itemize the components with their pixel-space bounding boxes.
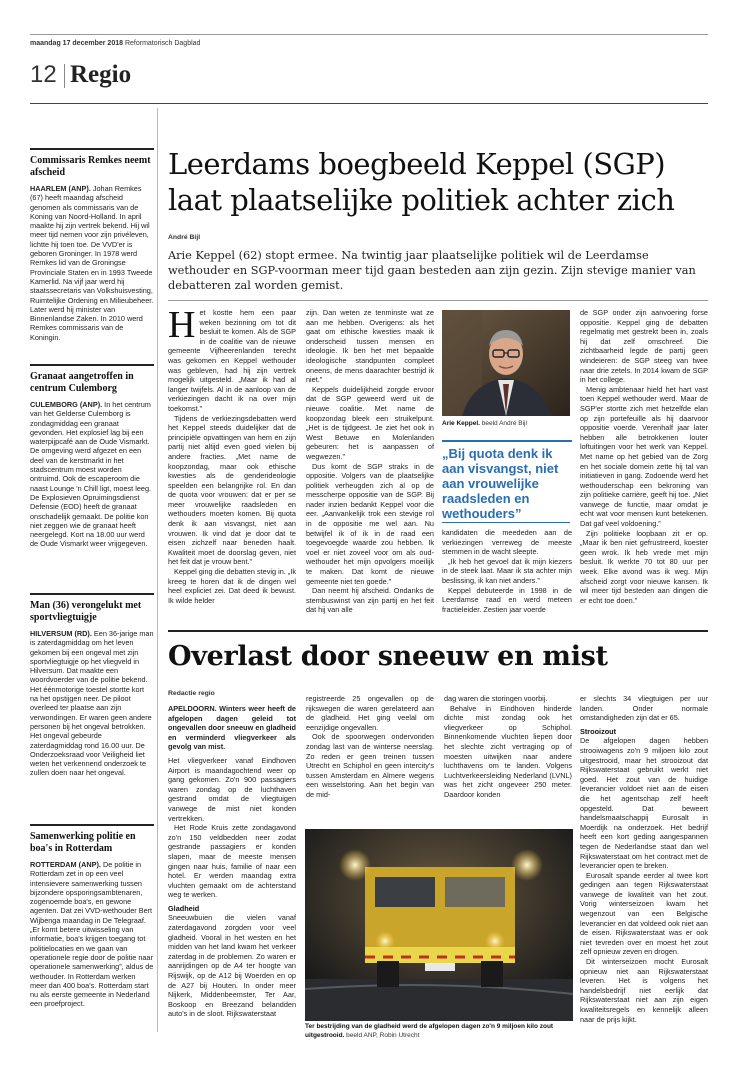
- article-column: [168, 704, 296, 1019]
- paragraph: kandidaten die meededen aan de verkiezingen verreweg de meeste stemmen in de wacht sleepte.: [442, 528, 572, 557]
- paragraph: Dit winterseizoen mocht Eurosalt opnieuw niet aan Rijkswaterstaat leveren. Het is volgens het handelsbedrijf niet eerlijk dat Rijkswaterstaat niet aan zijn eigen kwaliteitsregels en kennelijk alleen naar de prijs kijkt.: [580, 957, 708, 1024]
- sidebar-item-body: ROTTERDAM (ANP). De politie in Rotterdam zet in op een veel intensievere samenwerking tussen bijzondere opsporingsambtenaren, zogenoemde boa's, en gewone agenten. Dat zei VVD-wethouder Bert Wijbenga maandag in De Telegraaf. „Er komt betere uitwisseling van informatie, boa's krijgen toegang tot politielocaties en we gaan van operationele regie door de politie naar operationele samenwerking”, aldus de wethouder. In Rotterdam werken meer dan 400 boa's. Rotterdam start nu als eerste gemeente in Nederland een proefproject.: [30, 860, 154, 1009]
- section-title: Regio: [70, 61, 132, 88]
- paragraph: De afgelopen dagen hebben strooiwagens zo'n 9 miljoen kilo zout uitgestrooid, maar het strooizout dat Rijkswaterstaat gebruikt werkt niet goed. Het zout van de huidige leverancier voldoet niet aan de eisen die het agentschap zelf heeft opgesteld. Dat beweert handelsmaatschappij Eurosalt in Moerdijk na onderzoek. Het bedrijf heeft een kort geding aangespannen tegen de Nederlandse staat dan wel Rijkswaterstaat om het contract met de leverancier open te breken.: [580, 736, 708, 871]
- news-sidebar: [30, 108, 158, 1032]
- paragraph: Het vliegverkeer vanaf Eindhoven Airport is maandagochtend weer op gang gekomen. Zo'n 900 passagiers waren zondag op de luchthaven gestrand omdat de vliegtuigen vanwege de mist niet konden vertrekken.: [168, 755, 296, 823]
- page-number-separator: [64, 64, 65, 88]
- paragraph: Ook de spoorwegen ondervonden zondag last van de winterse neerslag. Zo reden er geen treinen tussen Utrecht en Schiphol en geen intercity's tussen Amsterdam en Almere wegens een wisselstoring. Aan het begin van de mid-: [306, 732, 434, 799]
- paragraph: Keppels duidelijkheid zorgde ervoor dat de SGP geweerd werd uit de nieuwe coalitie. Met name de koopzondag bleek een struikelpunt. „Het is de tijdgeest. Je ziet het ook in West Betuwe en Molenlanden gebeuren: het is aanpassen of wegwezen.”: [306, 384, 434, 461]
- article-divider: [168, 630, 708, 632]
- subheading: Gladheid: [168, 903, 200, 913]
- paragraph: dag waren die storingen voorbij.: [444, 694, 548, 703]
- top-rule: [30, 34, 708, 35]
- sidebar-item: [30, 364, 154, 549]
- drop-cap: H: [168, 304, 196, 346]
- page-number: 12: [30, 61, 57, 88]
- article-column: [168, 304, 296, 605]
- article-column: [306, 308, 434, 615]
- paragraph: Dan neemt hij afscheid. Ondanks de stembuswinst van zijn partij en het feit dat hij van alle: [306, 586, 434, 615]
- photo-arie-keppel: [442, 310, 570, 416]
- paragraph: Sneeuwbuien die vielen vanaf zaterdagavond zorgden voor veel gladheid. Vooral in het westen en het midden van het land kwam het verkeer zaterdag in de problemen. Zo waren er aanrijdingen op de A4 ter hoogte van Rijswijk, op de A12 bij Woerden en op de A27 bij Houten. In onder meer Nijkerk, Middenbeemster, Ter Aar, Boskoop en Breezand belandden auto's in de sloot. Rijkswaterstaat: [168, 913, 296, 1019]
- article-headline-2: Overlast door sneeuw en mist: [168, 641, 608, 672]
- article-column: [442, 528, 572, 614]
- sidebar-item-body: HAARLEM (ANP). Johan Remkes (67) heeft maandag afscheid genomen als commissaris van de Koning van Noord-Holland. In april maakte hij zijn vertrek bekend. Hij wil meer tijd nemen voor zijn privéleven, lichtte hij toen toe. De VVD'er is geboren Groninger. In 1978 werd Remkes lid van de Groningse Provinciale Staten en in 1993 Tweede Kamerlid. Na vijf jaar werd hij staatssecretaris van Volkshuisvesting, Ruimtelijke Ordening en Milieubeheer. Later werd hij minister van Binnenlandse Zaken. In 2010 werd Remkes commissaris van de Koningin.: [30, 184, 154, 342]
- sidebar-item-title: Samenwerking politie en boa's in Rotterdam: [30, 831, 136, 854]
- header-date: maandag 17 december 2018: [30, 40, 123, 47]
- pull-quote: „Bij quota denk ik aan visvangst, niet aan vrouwelijke raadsleden en wethouders”: [442, 440, 572, 521]
- paragraph: Menig ambtenaar hield het hart vast toen Keppel wethouder werd. Maar de SGP'er stortte zich met hetzelfde elan op zijn portefeuille als hij daarvoor oppositie voerde. Verenhalf jaar later hebben alle betrokkenen louter loftuitingen voor het werk van Keppel. Met name op het gebied van de Zorg en het sociale domein zette hij tal van initiatieven in gang. Zodoende werd het wethouderschap een bekroning van zijn politieke carrière, geeft hij toe. „Niet vanwege de functie, maar omdat je echt wat voor mensen kunt betekenen. Dat gaf veel voldoening.”: [580, 384, 708, 529]
- paragraph: „Ik heb het gevoel dat ik mijn kiezers in de steek laat. Maar ik sta achter mijn beslissing, ik kan niet anders.”: [442, 556, 572, 585]
- page-header: [30, 40, 708, 47]
- subheading: Strooizout: [580, 726, 617, 736]
- photo-salt-truck: [305, 829, 573, 1021]
- article-column: [444, 694, 572, 800]
- paragraph: Tijdens de verkiezingsdebatten werd het Keppel steeds duidelijker dat de principiële opvattingen van hem en zijn partij niet altijd even goed vielen bij andere fracties. „Met name de koopzondag, maar ook ethische kwesties als de genderideologie speelden een belangrijke rol. En dan de quota voor vrouwen: dat er per se meer vrouwelijke raadsleden en wethouders moeten komen. Bij quota denk ik aan visvangst, niet aan vrouwen. Ik vind dat je door dat te eisen zichzelf naar beneden haalt. Kwaliteit moet de doorslag geven, niet het feit dat je vrouw bent.”: [168, 413, 296, 567]
- salt-truck-image: [305, 829, 573, 1021]
- photo-caption: Arie Keppel. beeld André Bijl: [442, 420, 527, 427]
- sidebar-item: [30, 824, 154, 1009]
- photo-caption-2: Ter bestrijding van de gladheid werd de afgelopen dagen zo'n 9 miljoen kilo zout uitgestrooid. beeld ANP, Robin Utrecht: [305, 1023, 554, 1039]
- paragraph: er slechts 34 vliegtuigen per uur landen. Onder normale omstandigheden zijn dat er 65.: [580, 694, 708, 723]
- pull-quote-rule: [442, 522, 570, 523]
- article-byline: André Bijl: [168, 234, 201, 241]
- sidebar-item-body: CULEMBORG (ANP). In het centrum van het Gelderse Culemborg is zondagmiddag een granaat gevonden. Het explosief lag bij een waterpijpcafé aan de Oude Vismarkt. De omgeving werd afgezet en een deel van de kerstmarkt in het stadscentrum moest worden ontruimd. Ook de escaperoom die naast Lounge 'n Chill ligt, moest leeg. De Explosieven Opruimingsdienst Defensie (EOD) heeft de granaat onschadelijk gemaakt. De politie kon niet zeggen wie de granaat heeft neergelegd. Kort na 18.00 uur werd de Oude Vismarkt weer vrijgegeven.: [30, 400, 152, 549]
- paragraph: Keppel debuteerde in 1998 in de Leerdamse raad en werd meteen fractieleider. Zestien jaar voerde: [442, 585, 572, 614]
- article-lead: Arie Keppel (62) stopt ermee. Na twintig jaar plaatselijke politiek wil de Leerdamse wethouder en SGP-voorman meer tijd gaan besteden aan zijn gezin. Zijn stevige manier van debatteren zal worden gemist.: [168, 249, 696, 292]
- article-column: [580, 308, 708, 605]
- paragraph: Zijn politieke loopbaan zit er op. „Maar ik ben niet gefrustreerd, koester geen wrok. Ik heb vrede met mijn besluit. Ik werkte 70 tot 80 uur per week. Elke avond was ik weg. Mijn afscheid zorgt voor nieuwe kansen. Ik wil meer tijd besteden aan dingen die er echt toe doen.”: [580, 528, 708, 605]
- article-byline-2: Redactie regio: [168, 690, 215, 697]
- header-paper: Reformatorisch Dagblad: [124, 40, 201, 47]
- paragraph: Het Rode Kruis zette zondagavond zo'n 150 veldbedden neer zodat gestrande passagiers er konden slapen, maar de meeste mensen gingen naar huis, familie of naar een hotel. Er werden maandag extra vluchten gemaakt om de achterstand weg te werken.: [168, 823, 296, 900]
- sidebar-item-title: Granaat aangetroffen in centrum Culemborg: [30, 371, 134, 394]
- paragraph: Dus komt de SGP straks in de oppositie. Volgers van de plaatselijke politiek verheugden zich al op de messcherpe oppositie van de SGP. Bij nader inzien bedankt Keppel voor die eer. „Aanvankelijk trok een stevige rol in de oppositie me wel aan. Nu betwijfel ik of ik in de raad een toegevoegde waarde zou hebben. Ik voel er niet zoveel voor om als oud-wethouder het mijn opvolgers moeilijk te maken. Dat komt de nieuwe gemeente niet ten goede.”: [306, 461, 434, 586]
- sidebar-item: [30, 593, 154, 778]
- portrait-image: [442, 310, 570, 416]
- article-headline: Leerdams boegbeeld Keppel (SGP) laat plaatselijke politiek achter zich: [168, 147, 675, 217]
- paragraph: zijn. Dan weten ze tenminste wat ze aan me hebben. Overigens: als het gaat om ethische kwesties maak ik onderscheid tussen mensen en ideologie. Ik ben het met bepaalde ideologische standpunten compleet oneens, de mens daarachter bestrijd ik niet.”: [306, 308, 434, 385]
- sidebar-item: [30, 148, 154, 342]
- article-column: [306, 694, 434, 800]
- paragraph: Behalve in Eindhoven hinderde dichte mist zondag ook het vliegverkeer op Schiphol. Binnenkomende vluchten liepen door het slechte zicht vertraging op of moesten uitwijken naar andere luchthavens om te landen. Volgens Luchtverkeersleiding Nederland (LVNL) was het zicht ongeveer 250 meter. Daardoor konden: [444, 703, 572, 799]
- section-rule: [30, 103, 708, 104]
- paragraph: et kostte hem een paar weken bezinning om tot dit besluit te komen. Als de SGP in de coalitie van de nieuwe gemeente Vijfheerenlanden terecht was gekomen en Keppel wethouder was gebleven, had hij zijn vertrek mogelijk uitgesteld. „Maar ik had al langer twijfels. Al in de aanloop van de verkiezingen dacht ik na over mijn toekomst.”: [168, 308, 296, 413]
- sidebar-item-body: HILVERSUM (RD). Een 36-jarige man is zaterdagmiddag om het leven gekomen bij een ongeval met zijn sportvliegtuigje op het vliegveld in Hilversum. Dat maakte een woordvoerder van de politie bekend. Het éénmotorige toestel stortte kort na het opstijgen neer. De piloot overleed ter plaatse aan zijn verwondingen. Er waren geen andere personen bij het ongeval betrokken. Het ongeval gebeurde zaterdagmiddag rond 16.00 uur. De Onderzoeksraad voor Veiligheid liet weten het verkennend onderzoek te zullen doen naar het ongeval.: [30, 629, 154, 778]
- paragraph: Keppel ging die debatten stevig in. „Ik kreeg te horen dat ik de dingen wel heel expliciet zei. Dat deed ik bewust. Ik wilde helder: [168, 567, 296, 605]
- paragraph: registreerde 25 ongevallen op de rijkswegen die waren gerelateerd aan de gladheid. Het ging veelal om eenzijdige ongevallen.: [306, 694, 434, 732]
- sidebar-item-title: Man (36) verongelukt met sportvliegtuigje: [30, 600, 142, 623]
- paragraph: Eurosalt spande eerder al twee kort gedingen aan tegen Rijkswaterstaat vanwege de kwaliteit van het zout. Vorig winterseizoen kwam het wegenzout van een Belgische leverancier en dat voldeed ook niet aan de eisen. Rijkswaterstaat was er ook niet tevreden over en moest het zout zelf opnieuw zeven en drogen.: [580, 870, 708, 957]
- paragraph: de SGP onder zijn aanvoering forse oppositie. Keppel ging de debatten regelmatig met gestrekt been in, zoals hij dat zelf omschreef. Die zichtbaarheid legde de partij geen windeieren: de SGP steeg van twee naar drie zetels. In 2014 kwam de SGP in het college.: [580, 308, 708, 385]
- article-intro: APELDOORN. Winters weer heeft de afgelopen dagen geleid tot ongevallen door sneeuw en gladheid en verminderd vliegverkeer als gevolg van mist.: [168, 704, 296, 752]
- sidebar-item-title: Commissaris Remkes neemt afscheid: [30, 155, 151, 178]
- lead-rule: [168, 300, 708, 301]
- article-column: [580, 694, 708, 1024]
